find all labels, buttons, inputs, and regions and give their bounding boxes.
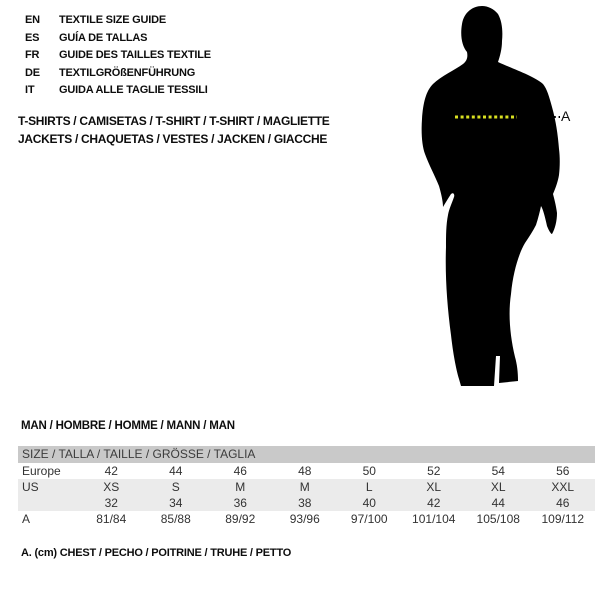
section-title-man: MAN / HOMBRE / HOMME / MANN / MAN: [21, 420, 235, 432]
size-value-cell: 109/112: [541, 512, 584, 526]
language-label: GUIDE DES TAILLES TEXTILE: [59, 49, 211, 61]
size-value-cell: 38: [298, 496, 312, 510]
size-row-label: Europe: [22, 464, 61, 478]
size-table-row: [18, 495, 595, 511]
size-value-cell: 50: [362, 464, 376, 478]
size-value-cell: 40: [362, 496, 376, 510]
size-value-cell: 46: [556, 496, 570, 510]
size-value-cell: 105/108: [476, 512, 520, 526]
language-code: ES: [25, 31, 40, 44]
category-lines: [18, 112, 330, 148]
language-list: [25, 12, 211, 100]
size-value-cell: 46: [233, 464, 247, 478]
man-silhouette: [400, 0, 580, 400]
size-row-label: A: [22, 512, 31, 526]
size-row-label: [18, 495, 79, 511]
size-value-cell: 36: [233, 496, 247, 510]
size-value-cell: 42: [427, 496, 441, 510]
language-code: IT: [25, 84, 35, 96]
size-value-cell: 101/104: [412, 512, 456, 526]
measurement-a-label: A: [561, 108, 571, 124]
language-row: [25, 30, 211, 48]
size-value-cell: 93/96: [289, 512, 320, 526]
language-row: [25, 65, 211, 83]
language-label: TEXTILGRÖßENFÜHRUNG: [59, 66, 196, 79]
size-table: [18, 446, 595, 527]
size-value-cell: 85/88: [160, 512, 191, 526]
size-value-cell: 81/84: [96, 512, 127, 526]
size-value-cell: S: [171, 480, 180, 494]
size-value-cell: 56: [556, 464, 570, 478]
language-row: [25, 47, 211, 65]
size-value-cell: XXL: [551, 480, 575, 494]
man-silhouette-shape: [422, 6, 560, 386]
language-label: TEXTILE SIZE GUIDE: [59, 14, 167, 26]
size-value-cell: XL: [490, 480, 506, 494]
language-code: DE: [25, 66, 40, 79]
size-value-cell: M: [235, 480, 246, 494]
language-row: [25, 12, 211, 30]
size-value-cell: M: [299, 480, 310, 494]
size-row-label: US: [22, 480, 39, 494]
language-row: [25, 82, 211, 100]
size-value-cell: 89/92: [225, 512, 256, 526]
size-table-row: [18, 511, 595, 527]
language-label: GUIDA ALLE TAGLIE TESSILI: [59, 84, 208, 96]
size-value-cell: 54: [491, 464, 505, 478]
size-value-cell: XL: [426, 480, 442, 494]
size-value-cell: 44: [169, 464, 183, 478]
size-table-header: SIZE / TALLA / TAILLE / GRÖSSE / TAGLIA: [18, 446, 595, 463]
size-value-cell: 34: [169, 496, 183, 510]
size-value-cell: 42: [104, 464, 118, 478]
category-line-jackets: JACKETS / CHAQUETAS / VESTES / JACKEN / GIACCHE: [18, 132, 328, 146]
size-value-cell: 52: [427, 464, 441, 478]
language-code: EN: [25, 14, 40, 26]
size-value-cell: 48: [298, 464, 312, 478]
size-table-row: [18, 479, 595, 495]
size-value-cell: 32: [104, 496, 118, 510]
size-value-cell: XS: [103, 480, 120, 494]
size-table-body: [18, 463, 595, 527]
size-table-row: [18, 463, 595, 479]
size-value-cell: L: [365, 480, 373, 494]
size-value-cell: 44: [491, 496, 505, 510]
measurement-footnote: A. (cm) CHEST / PECHO / POITRINE / TRUHE / PETTO: [21, 547, 292, 559]
category-line-tshirts: T-SHIRTS / CAMISETAS / T-SHIRT / T-SHIRT / MAGLIETTE: [18, 114, 330, 128]
language-code: FR: [25, 49, 40, 61]
size-value-cell: 97/100: [350, 512, 388, 526]
language-label: GUÍA DE TALLAS: [59, 31, 148, 44]
